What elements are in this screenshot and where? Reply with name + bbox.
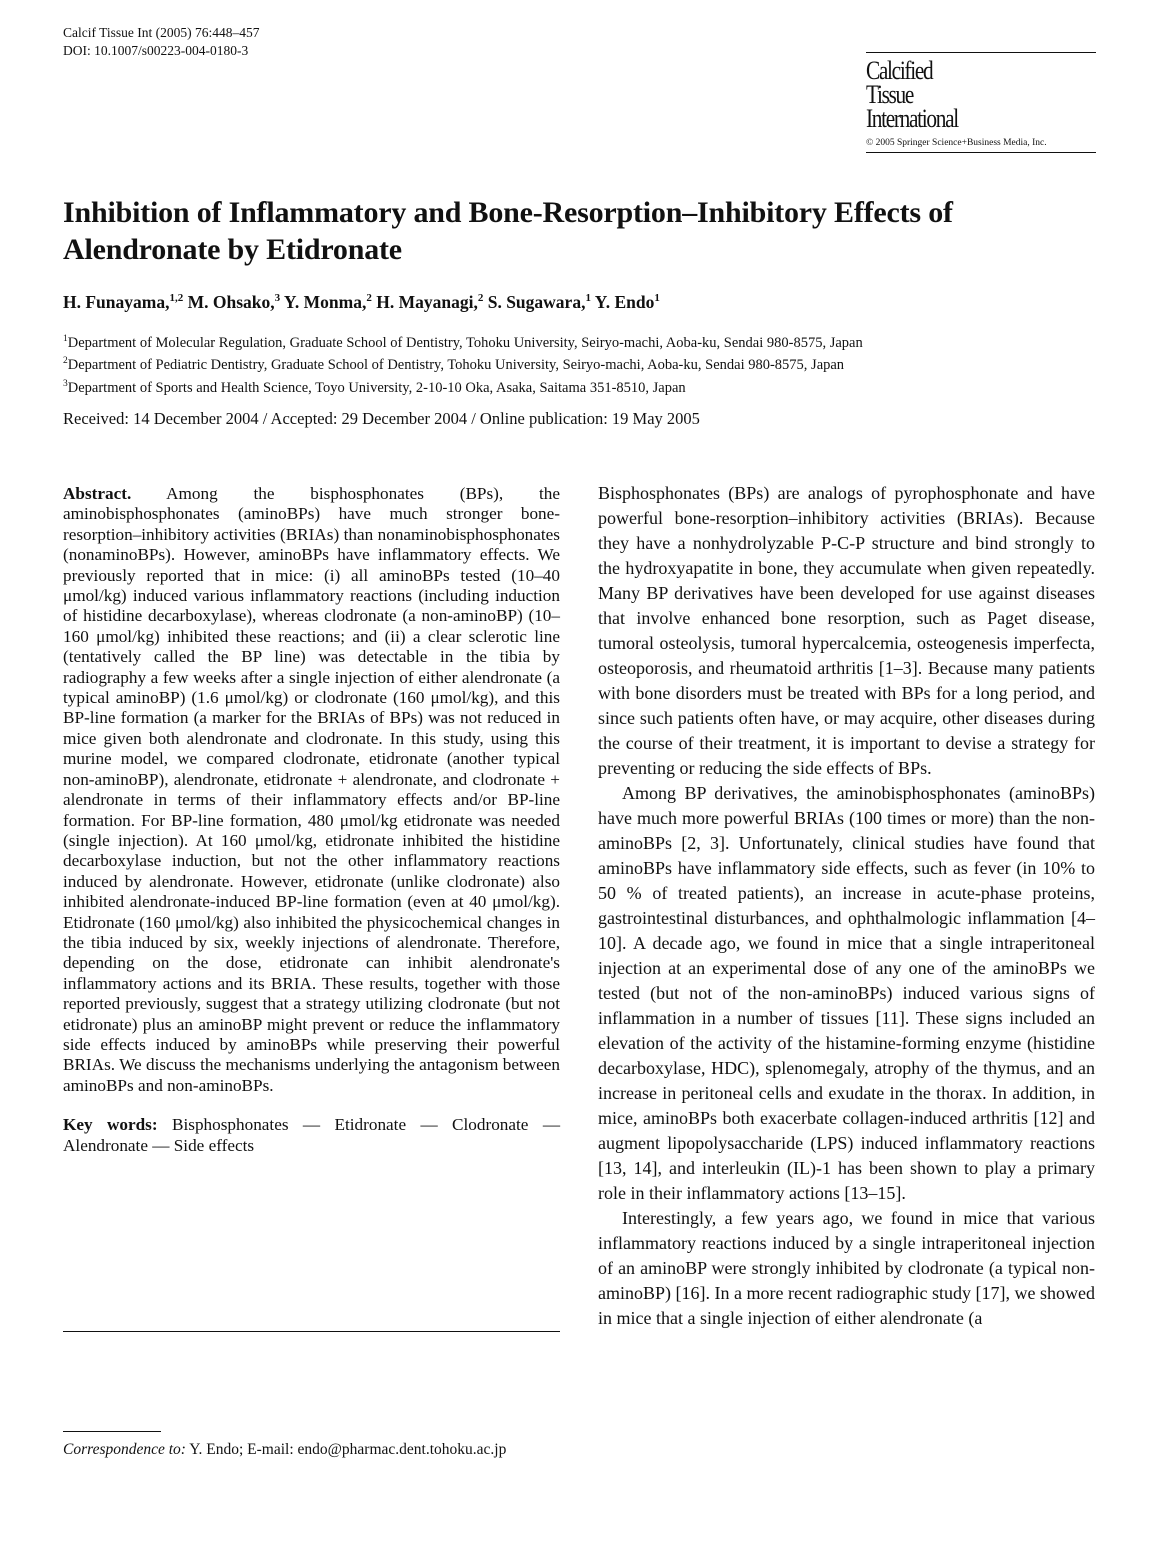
- body-paragraph: Among BP derivatives, the aminobisphosphonates (aminoBPs) have much more powerful BRIAs (100 times or more) than the non-aminoBPs [2, 3]. Unfortunately, clinical studies have found that aminoBPs have inflammatory side effects, such as fever (in 10% to 50 % of treated patients), an increase in acute-phase proteins, gastrointestinal disturbances, and ophthalmologic inflammation [4–10]. A decade ago, we found in mice that a single intraperitoneal injection at an experimental dose of any one of the aminoBPs we tested (but not of the non-aminoBPs) induced various signs of inflammation in a number of tissues [11]. These signs included an elevation of the activity of the histamine-forming enzyme (histidine decarboxylase, HDC), splenomegaly, atrophy of the thymus, and an increase in peritoneal cells and exudate in the thorax. In addition, in mice, aminoBPs both exacerbate collagen-induced arthritis [12] and augment lipopolysaccharide (LPS) induced inflammatory reactions [13, 14], and interleukin (IL)-1 has been shown to play a primary role in their inflammatory actions [13–15].: [598, 783, 1095, 1203]
- logo-word-international: International: [866, 104, 958, 133]
- author: S. Sugawara,$^1$: [487, 291, 591, 312]
- author: H. Funayama,$^{1,2}$: [63, 291, 184, 312]
- affiliation: $^3$Department of Sports and Health Science, Toyo University, 2-10-10 Oka, Asaka, Saitama 351-8510, Japan: [63, 378, 686, 396]
- author-list: [63, 287, 1093, 313]
- body-paragraph: Interestingly, a few years ago, we found in mice that various inflammatory reactions induced by a single intraperitoneal injection of an aminoBP were strongly inhibited by clodronate (a typical non-aminoBP) [16]. In a more recent radiographic study [17], we showed in mice that a single injection of either alendronate (a: [598, 1208, 1095, 1328]
- author: M. Ohsako,$^3$: [187, 291, 281, 312]
- footnote-rule: [63, 1431, 161, 1432]
- logo-word-calcified: Calcified: [866, 56, 933, 85]
- journal-reference: [63, 24, 260, 60]
- keywords: [63, 1115, 560, 1156]
- author: H. Mayanagi,$^2$: [376, 291, 484, 312]
- copyright-notice: © 2005 Springer Science+Business Media, Inc.: [866, 138, 1047, 148]
- keywords-label: Key words:: [63, 1115, 158, 1135]
- citation-line: Calcif Tissue Int (2005) 76:448–457: [63, 25, 260, 40]
- doi-line: DOI: 10.1007/s00223-004-0180-3: [63, 43, 249, 58]
- affiliation: $^2$Department of Pediatric Dentistry, Graduate School of Dentistry, Tohoku University, Seiryo-machi, Aoba-ku, Sendai 980-8575, Japan: [63, 356, 845, 374]
- column-divider-rule: [63, 1331, 560, 1332]
- abstract-text: Among the bisphosphonates (BPs), the aminobisphosphonates (aminoBPs) have much stronger bone-resorption–inhibitory activities (BRIAs) than nonaminobisphosphonates (nonaminoBPs). However, aminoBPs have inflammatory effects. We previously reported that in mice: (i) all aminoBPs tested (10–40 μmol/kg) induced various inflammatory reactions (including induction of histidine decarboxylase), whereas clodronate (a non-aminoBP) (10–160 μmol/kg) inhibited these reactions; and (ii) a clear sclerotic line (tentatively called the BP line) was detectable in the tibia by radiography a few weeks after a single injection of either alendronate (a typical aminoBP) (1.6 μmol/kg) or clodronate (160 μmol/kg), and this BP-line formation (a marker for the BRIAs of BPs) was not reduced in mice given both alendronate and clodronate. In this study, using this murine model, we compared clodronate, etidronate (another typical non-aminoBP), alendronate, etidronate + alendronate, and clodronate + alendronate in terms of their inflammatory effects and/or BP-line formation. For BP-line formation, 480 μmol/kg etidronate was needed (single injection). At 160 μmol/kg, etidronate inhibited the histidine decarboxylase induction, but not the other inflammatory reactions induced by alendronate. However, etidronate (unlike clodronate) also inhibited alendronate-induced BP-line formation (even at 40 μmol/kg). Etidronate (160 μmol/kg) also inhibited the physicochemical changes in the tibia induced by six, weekly injections of alendronate. Therefore, depending on the dose, etidronate can inhibit alendronate's inflammatory actions and its BRIA. These results, together with those reported previously, suggest that a strategy utilizing clodronate (but not etidronate) plus an aminoBP might prevent or reduce the inflammatory side effects induced by aminoBPs while preserving their powerful BRIAs. We discuss the mechanisms underlying the antagonism between aminoBPs and non-aminoBPs.: [63, 484, 560, 1095]
- affiliation-list: [63, 330, 1103, 397]
- left-column: [63, 484, 560, 1156]
- logo-word-tissue: Tissue: [866, 80, 914, 109]
- author: Y. Endo$^1$: [594, 291, 660, 312]
- article-title: Inhibition of Inflammatory and Bone-Resorption–Inhibitory Effects of Alendronate by Etidronate: [63, 196, 953, 266]
- body-paragraph: Bisphosphonates (BPs) are analogs of pyrophosphonate and have powerful bone-resorption–inhibitory activities (BRIAs). Because they have a nonhydrolyzable P-C-P structure and bind strongly to the hydroxyapatite in bone, they accumulate when given repeatedly. Many BP derivatives have been developed for use against diseases that involve enhanced bone resorption, such as Paget disease, tumoral osteolysis, tumoral hypercalcemia, osteogenesis imperfecta, osteoporosis, and rheumatoid arthritis [1–3]. Because many patients with bone disorders must be treated with BPs for a long period, and since such patients often have, or may acquire, other diseases during the course of their treatment, it is important to devise a strategy for preventing or reducing the side effects of BPs.: [598, 483, 1095, 778]
- right-column: [598, 481, 1095, 1331]
- correspondence-label: Correspondence to:: [63, 1441, 186, 1458]
- author: Y. Monma,$^2$: [283, 291, 372, 312]
- abstract: [63, 484, 560, 1096]
- affiliation: $^1$Department of Molecular Regulation, Graduate School of Dentistry, Tohoku University, Seiryo-machi, Aoba-ku, Sendai 980-8575, Japan: [63, 334, 863, 351]
- journal-logo: [866, 52, 1096, 153]
- correspondence-text: Y. Endo; E-mail: endo@pharmac.dent.tohoku.ac.jp: [189, 1441, 507, 1458]
- publication-dates: Received: 14 December 2004 / Accepted: 29 December 2004 / Online publication: 19 May 2005: [63, 409, 700, 428]
- abstract-label: Abstract.: [63, 484, 132, 503]
- correspondence-footnote: [63, 1441, 560, 1460]
- keywords-text: Bisphosphonates — Etidronate — Clodronate — Alendronate — Side effects: [63, 1115, 561, 1155]
